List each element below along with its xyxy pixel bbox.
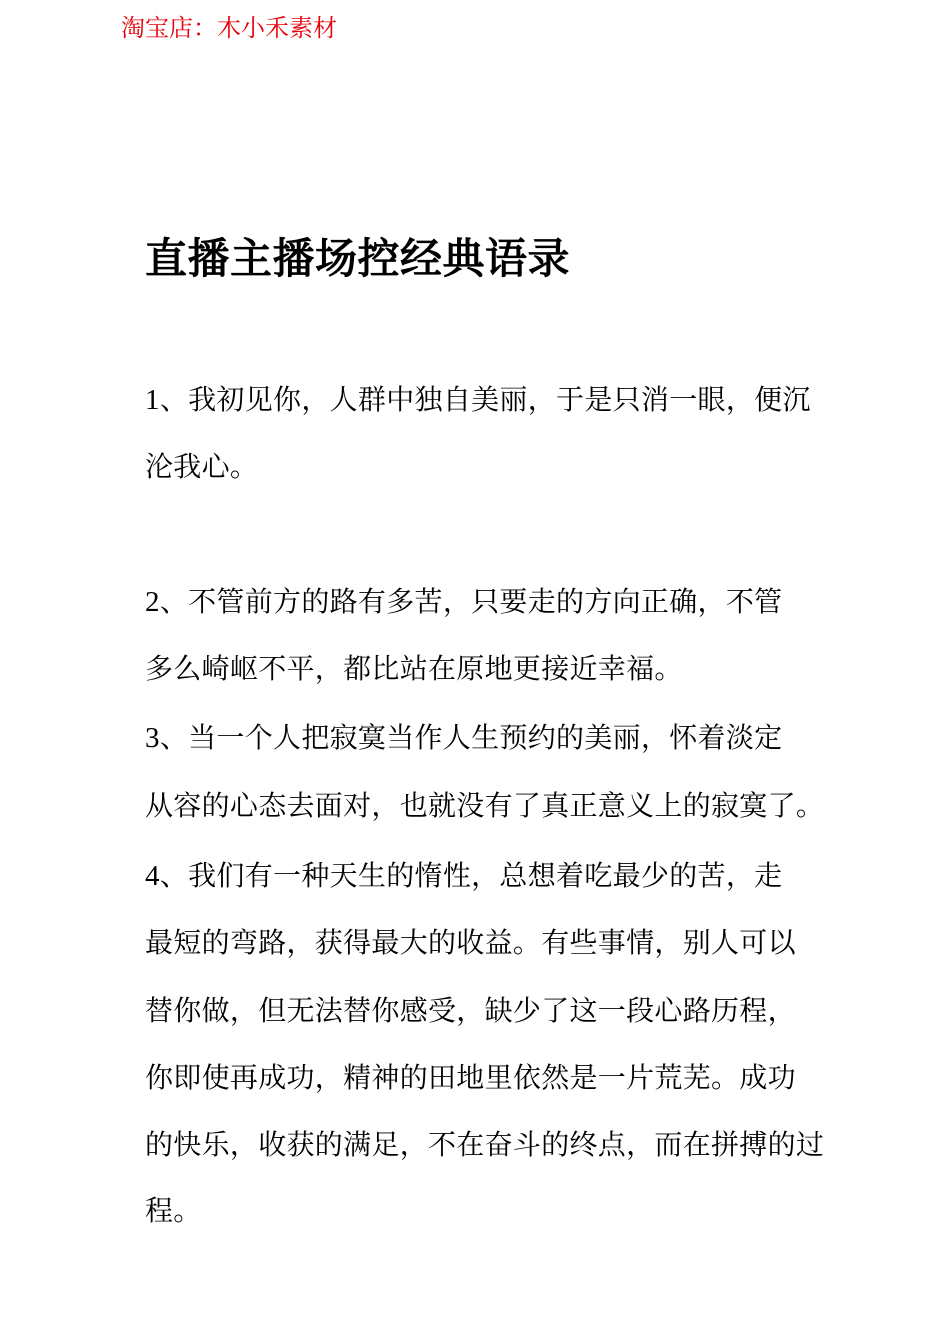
item-number: 2 — [145, 586, 160, 618]
item-number: 1 — [145, 384, 160, 416]
item-text: 、我初见你，人群中独自美丽，于是只消一眼，便沉 — [159, 383, 811, 416]
item-line — [145, 786, 824, 826]
item-line — [145, 582, 782, 622]
item-text: 你即使再成功，精神的田地里依然是一片荒芜。成功 — [145, 1061, 796, 1094]
shop-watermark: 淘宝店：木小禾素材 — [121, 14, 337, 42]
item-text: 、不管前方的路有多苦，只要走的方向正确，不管 — [159, 585, 783, 618]
item-text: 从容的心态去面对，也就没有了真正意义上的寂寞了。 — [145, 789, 825, 822]
item-line — [145, 380, 811, 420]
item-text: 最短的弯路，获得最大的收益。有些事情，别人可以 — [145, 926, 796, 959]
item-number: 4 — [145, 860, 160, 892]
item-text: 的快乐，收获的满足，不在奋斗的终点，而在拼搏的过 — [145, 1128, 825, 1161]
item-text: 、我们有一种天生的惰性，总想着吃最少的苦，走 — [159, 859, 783, 892]
item-line — [145, 1125, 824, 1165]
item-line — [145, 1058, 796, 1098]
item-line — [145, 718, 782, 758]
item-line — [145, 649, 683, 689]
item-text: 程。 — [145, 1194, 202, 1227]
item-text: 多么崎岖不平，都比站在原地更接近幸福。 — [145, 652, 683, 685]
item-text: 替你做，但无法替你感受，缺少了这一段心路历程， — [145, 994, 796, 1027]
item-line — [145, 991, 796, 1031]
item-line — [145, 856, 782, 896]
item-line — [145, 923, 796, 963]
item-line — [145, 1191, 202, 1231]
item-text: 沦我心。 — [145, 450, 259, 483]
item-line — [145, 447, 258, 487]
item-number: 3 — [145, 722, 160, 754]
item-text: 、当一个人把寂寞当作人生预约的美丽，怀着淡定 — [159, 721, 783, 754]
document-title: 直播主播场控经典语录 — [145, 234, 571, 283]
